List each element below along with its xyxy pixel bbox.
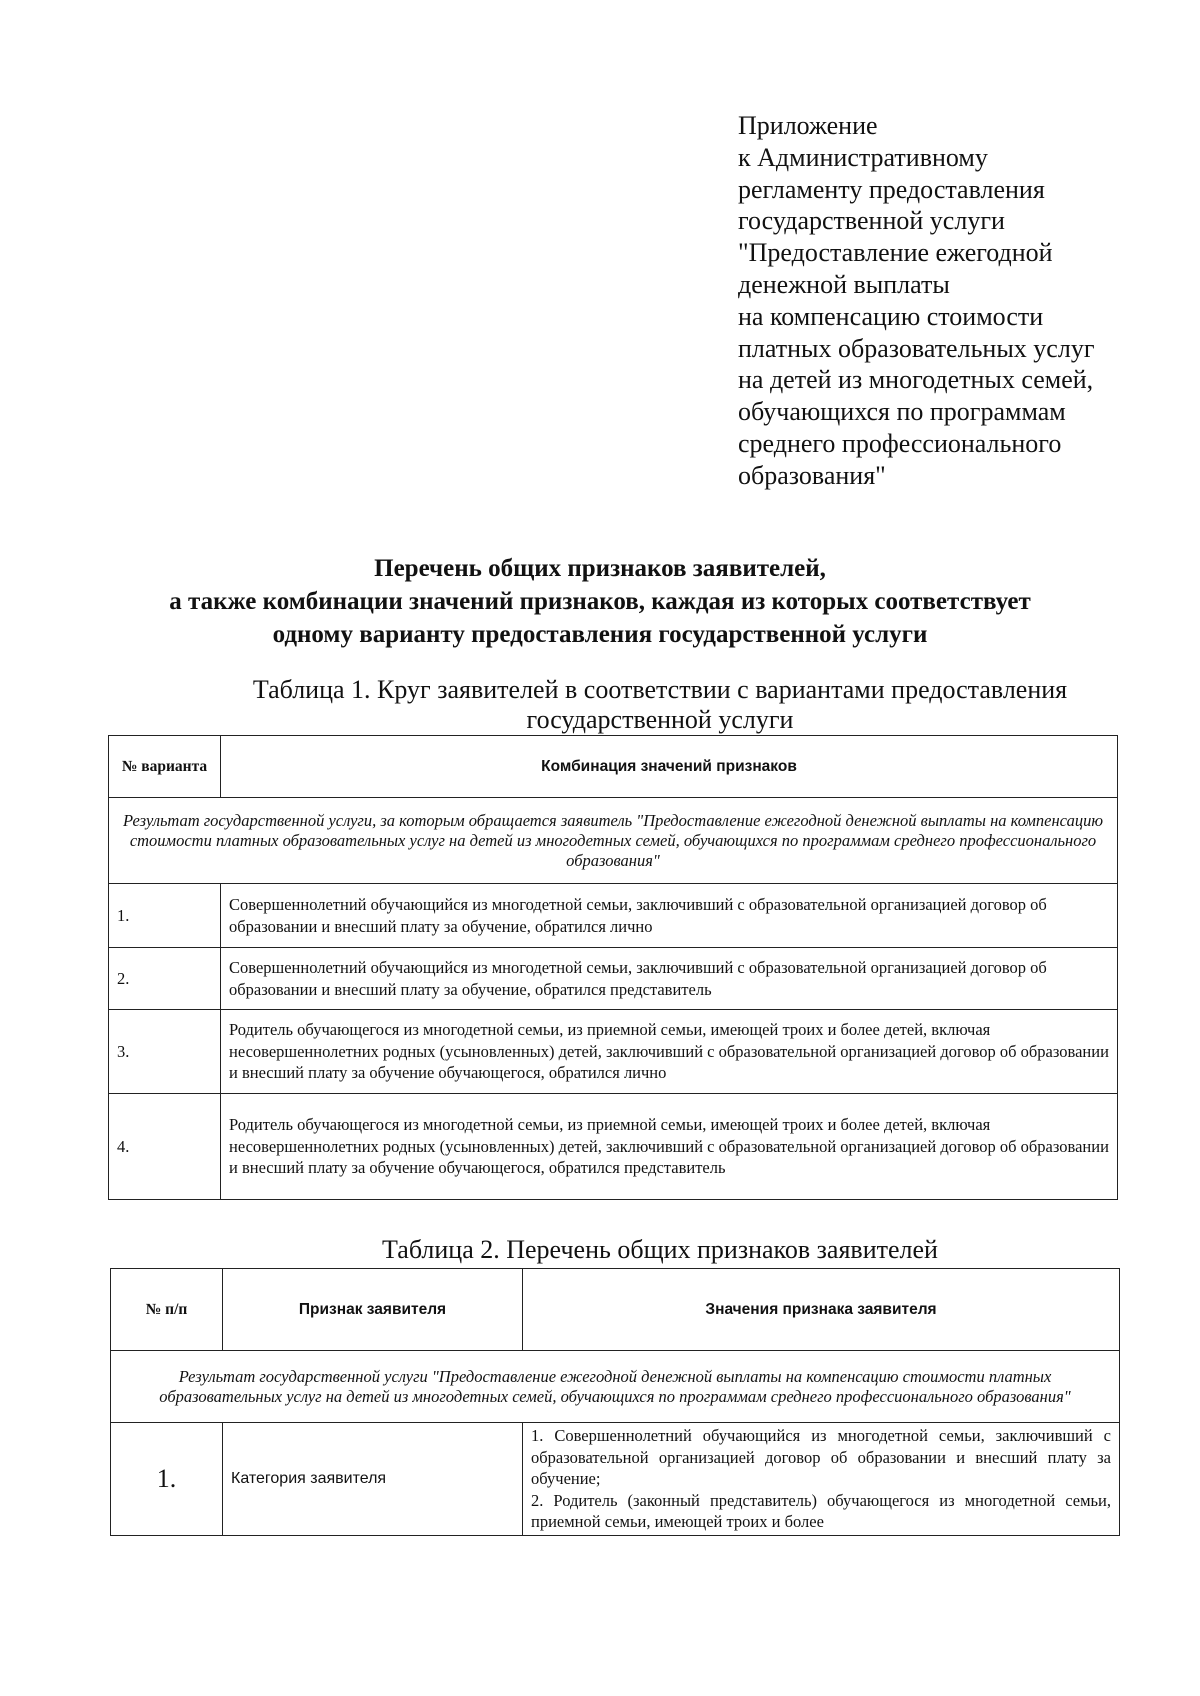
appendix-line: образования": [738, 460, 886, 490]
appendix-line: государственной услуги: [738, 206, 1005, 236]
appendix-line: платных образовательных услуг: [738, 333, 1095, 363]
appendix-line: "Предоставление ежегодной: [738, 238, 1053, 268]
appendix-line: среднего профессионального: [738, 428, 1062, 458]
appendix-line: денежной выплаты: [738, 269, 950, 299]
table-row: [109, 884, 1118, 948]
appendix-block: [738, 110, 1158, 492]
variant-description: Совершеннолетний обучающийся из многодетной семьи, заключивший с образовательной организацией договор об образовании и внесший плату за обучение, обратился лично: [221, 884, 1118, 948]
document-title: [60, 552, 1140, 651]
table2-header-values: Значения признака заявителя: [523, 1269, 1120, 1351]
variant-number: 1.: [109, 884, 221, 948]
appendix-line: на компенсацию стоимости: [738, 301, 1044, 331]
variant-description: Совершеннолетний обучающийся из многодетной семьи, заключивший с образовательной организацией договор об образовании и внесший плату за обучение, обратился представитель: [221, 948, 1118, 1010]
table-row: [111, 1423, 1120, 1536]
variant-number: 4.: [109, 1094, 221, 1200]
applicant-attributes-table: [110, 1268, 1120, 1536]
title-line-3: одному варианту предоставления государственной услуги: [272, 621, 928, 648]
attribute-name: Категория заявителя: [223, 1423, 523, 1536]
variant-number: 3.: [109, 1010, 221, 1094]
table2-caption: Таблица 2. Перечень общих признаков заявителей: [382, 1235, 938, 1264]
appendix-line: обучающихся по программам: [738, 397, 1066, 427]
variant-description: Родитель обучающегося из многодетной семьи, из приемной семьи, имеющей троих и более детей, включая несовершеннолетних родных (усыновленных) детей, заключивший с образовательной организацией договор об образовании и внесший плату за обучение обучающегося, обратился лично: [221, 1010, 1118, 1094]
attribute-values: [523, 1423, 1120, 1536]
table-row: [109, 948, 1118, 1010]
table-row: [109, 1094, 1118, 1200]
table1-header-combo: Комбинация значений признаков: [221, 736, 1118, 798]
table2-header-attr: Признак заявителя: [223, 1269, 523, 1351]
appendix-line: к Административному: [738, 142, 988, 172]
appendix-line: Приложение: [738, 111, 878, 140]
table2-result-row: Результат государственной услуги "Предоставление ежегодной денежной выплаты на компенсацию стоимости платных образовательных услуг на детей из многодетных семей, обучающихся по программам среднего профессионального образования": [111, 1351, 1120, 1423]
table1-result-row: Результат государственной услуги, за которым обращается заявитель "Предоставление ежегодной денежной выплаты на компенсацию стоимости платных образовательных услуг на детей из многодетных семей, обучающихся по программам среднего профессионального образования": [109, 798, 1118, 884]
title-line-1: Перечень общих признаков заявителей,: [374, 555, 826, 582]
appendix-line: на детей из многодетных семей,: [738, 365, 1094, 395]
variant-description: Родитель обучающегося из многодетной семьи, из приемной семьи, имеющей троих и более детей, включая несовершеннолетних родных (усыновленных) детей, заключивший с образовательной организацией договор об образовании и внесший плату за обучение обучающегося, обратился представитель: [221, 1094, 1118, 1200]
title-line-2: а также комбинации значений признаков, каждая из которых соответствует: [169, 588, 1031, 615]
table1-caption: Таблица 1. Круг заявителей в соответствии с вариантами предоставления государственной услуги: [252, 675, 1068, 734]
table1-header-num: № варианта: [109, 736, 221, 798]
appendix-line: регламенту предоставления: [738, 174, 1045, 204]
table-row: [109, 1010, 1118, 1094]
table2-header-num: № п/п: [111, 1269, 223, 1351]
attribute-value-1: 1. Совершеннолетний обучающийся из многодетной семьи, заключивший с образовательной организацией договор об образовании и внесший плату за обучение;: [531, 1426, 1111, 1488]
variant-number: 2.: [109, 948, 221, 1010]
applicants-variants-table: [108, 735, 1118, 1200]
attribute-number: 1.: [111, 1423, 223, 1536]
attribute-value-2: 2. Родитель (законный представитель) обучающегося из многодетной семьи, приемной семьи, имеющей троих и более: [531, 1490, 1111, 1531]
